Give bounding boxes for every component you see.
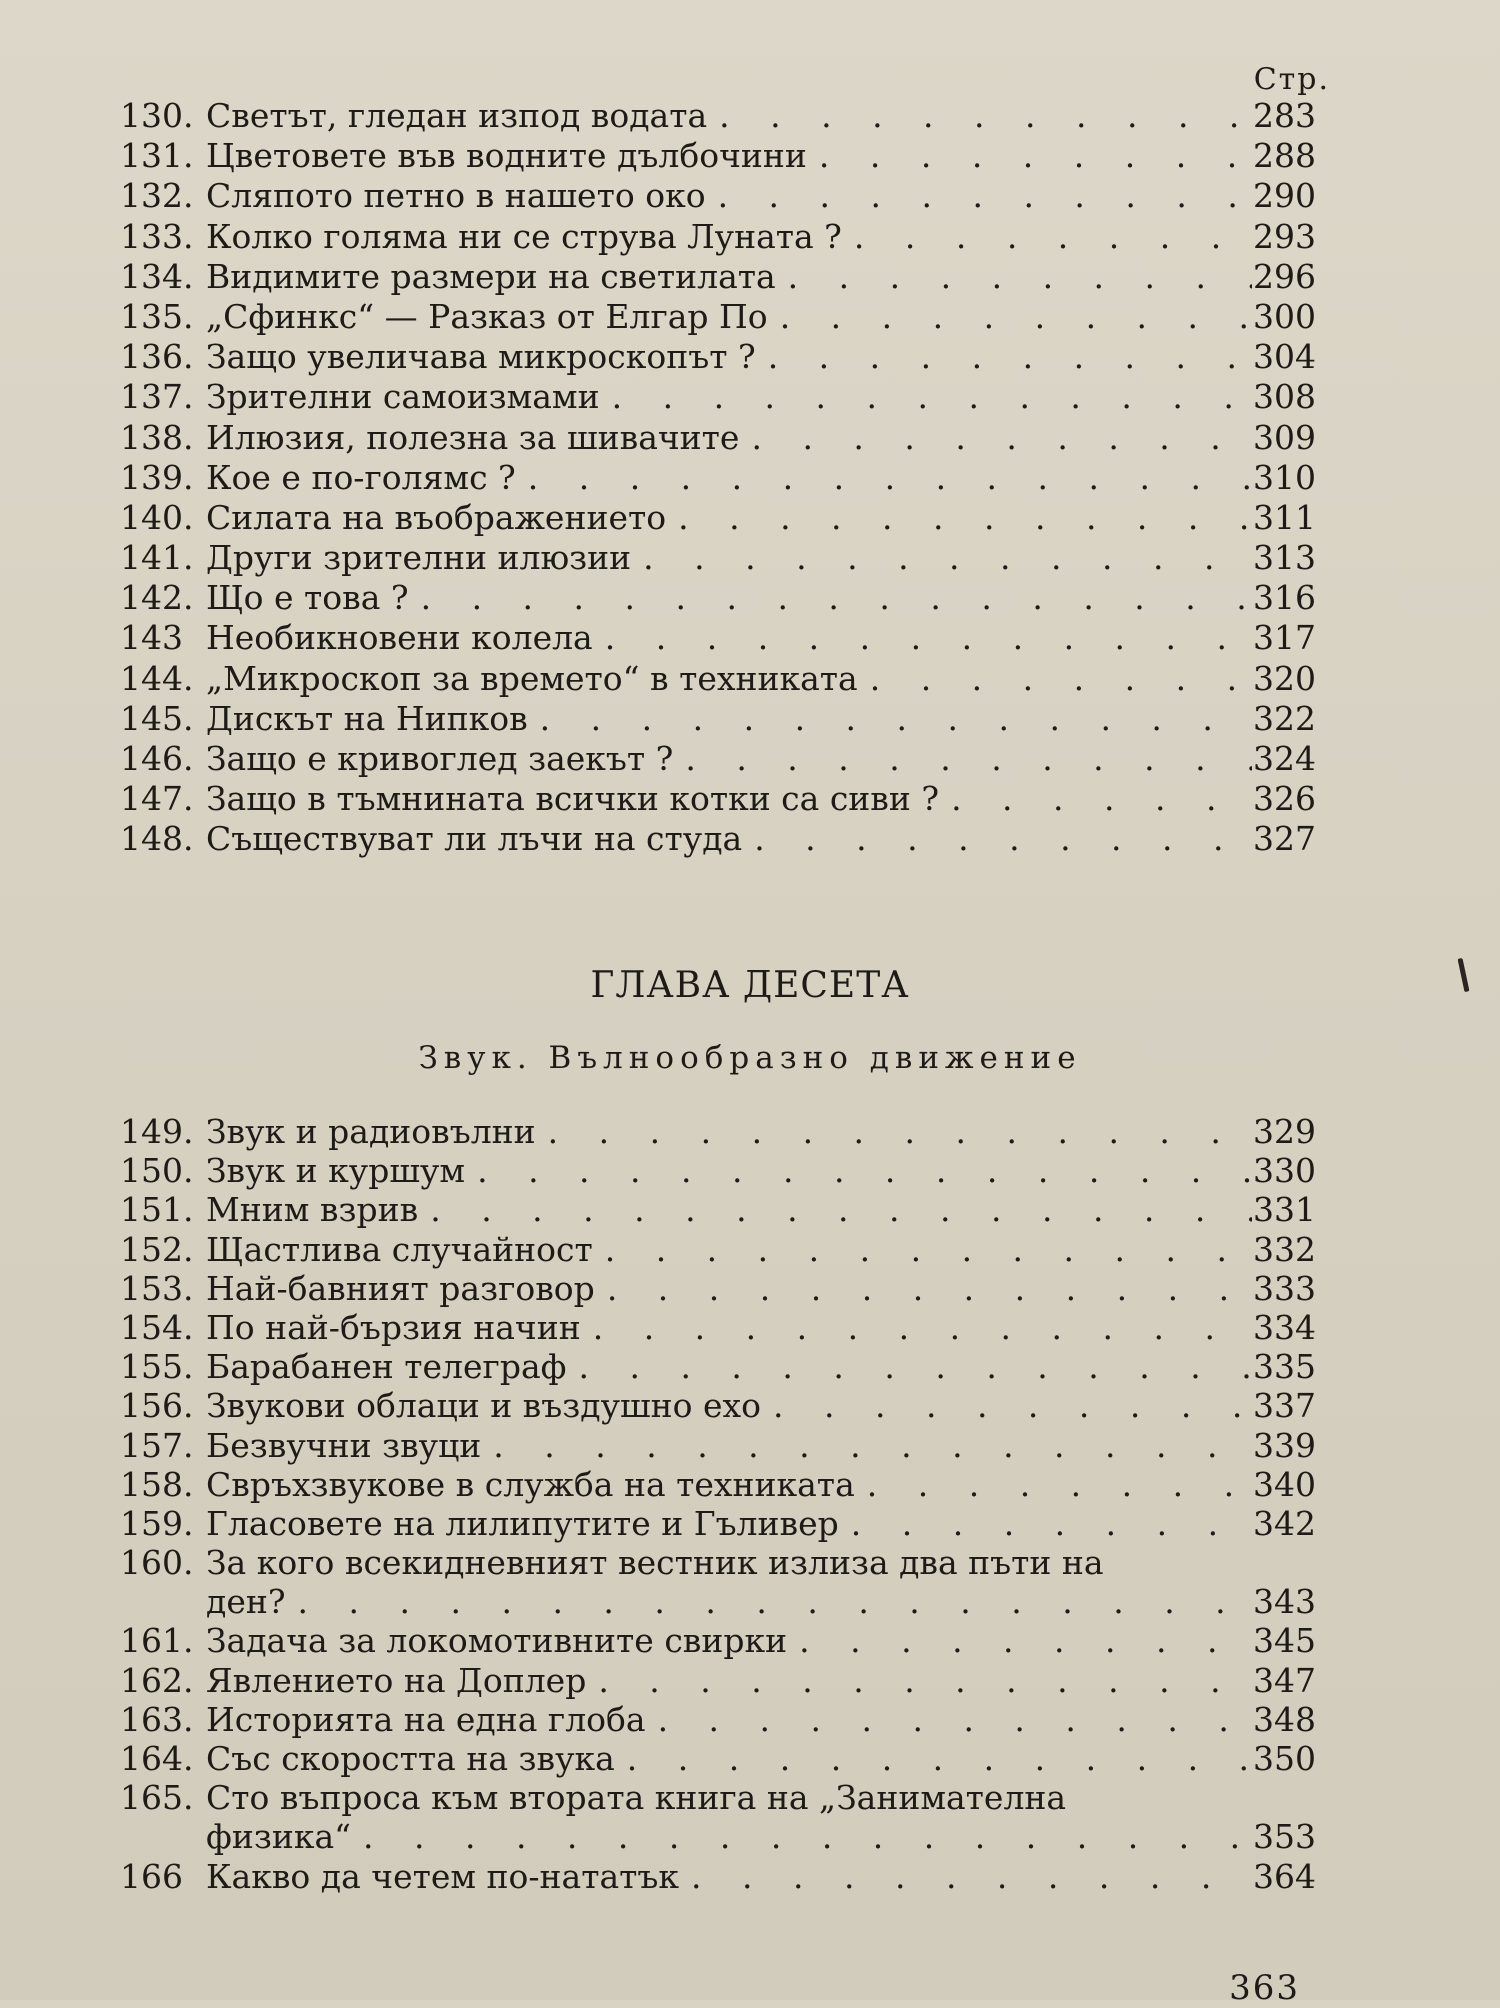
toc-entry [120,699,1316,739]
entry-page: 320 [1253,658,1316,698]
entry-number: 157. [120,1425,194,1465]
leader-dots [784,257,1252,297]
chapter-heading: ГЛАВА ДЕСЕТА [590,965,910,1006]
toc-entry [120,458,1316,498]
entry-number: 165. [120,1778,194,1818]
entry-page: 300 [1253,296,1316,336]
toc-entry [120,578,1316,618]
entry-title: Що е това ? [206,578,409,618]
toc-entry [120,819,1316,859]
leader-dots [524,458,1252,498]
entry-page: 334 [1253,1307,1316,1347]
leader-dots [947,779,1252,819]
leader-dots [639,538,1252,578]
entry-page: 296 [1253,256,1316,296]
entry-page: 283 [1253,96,1316,135]
leader-dots [603,1269,1252,1308]
entry-title: Зрителни самоизмами [206,377,600,417]
entry-page: 288 [1253,136,1316,176]
entry-number: 132. [120,176,194,216]
leader-dots [654,1700,1252,1739]
leader-dots [747,418,1252,458]
entry-number: 145. [120,698,194,738]
entry-title: Защо е кривоглед заекът ? [206,739,674,778]
entry-page: 329 [1253,1112,1316,1151]
entry-page: 309 [1253,417,1316,457]
toc-entry [120,1857,1316,1896]
entry-number: 162. [120,1660,194,1700]
toc-entry [120,618,1316,658]
leader-dots [417,578,1252,618]
entry-number: 134. [120,256,194,296]
entry-number: 136. [120,337,194,377]
toc-entry-two-line [120,1543,1316,1621]
toc-entry-two-line [120,1778,1316,1856]
entry-title: Дискът на Нипков [206,698,528,738]
entry-page: 340 [1253,1464,1316,1504]
toc-entry [120,739,1316,779]
toc-entry [120,1151,1316,1190]
toc-entry [120,1112,1316,1151]
entry-title: Защо увеличава микроскопът ? [206,337,756,377]
entry-title: Видимите размери на светилата [206,256,776,296]
leader-dots [715,96,1252,136]
toc-entry [120,1347,1316,1386]
toc-entry [120,297,1316,337]
toc-entry [120,418,1316,458]
leader-dots [815,136,1252,176]
entry-page: 316 [1253,578,1316,618]
entry-page: 308 [1253,377,1316,417]
entry-page: 345 [1253,1621,1316,1661]
entry-page: 327 [1253,819,1316,859]
toc-entry [120,1504,1316,1543]
leader-dots [608,377,1252,417]
entry-number: 137. [120,377,194,417]
entry-page: 330 [1253,1151,1316,1191]
leader-dots [574,1347,1252,1386]
entry-title: По най-бързия начин [206,1307,581,1347]
leader-dots [589,1308,1252,1347]
leader-dots [473,1151,1252,1190]
chapter-subtitle: Звук. Вълнообразно движение [418,1040,1082,1076]
entry-number: 154. [120,1307,194,1347]
toc-entry [120,136,1316,176]
entry-title-line2: ден? [206,1582,286,1622]
entry-title-line1: Сто въпроса към втората книга на „Занимателна [206,1778,1067,1818]
entry-number: 160. [120,1543,194,1583]
toc-entry [120,659,1316,699]
entry-page: 348 [1253,1699,1316,1739]
toc-entry [120,1426,1316,1465]
leader-dots [623,1739,1252,1778]
entry-title: Свръхзвукове в служба на техниката [206,1464,855,1504]
toc-entry [120,1386,1316,1425]
entry-number: 143 [120,618,183,658]
leader-dots [426,1190,1252,1229]
entry-title: Колко голяма ни се струва Луната ? [206,216,842,256]
entry-number: 138. [120,417,194,457]
entry-page: 311 [1253,497,1316,537]
toc-entry [120,1739,1316,1778]
entry-number: 131. [120,136,194,176]
entry-number: 158. [120,1464,194,1504]
entry-page: 317 [1253,618,1316,658]
toc-entry [120,1700,1316,1739]
entry-number: 133. [120,216,194,256]
entry-title: Задача за локомотивните свирки [206,1621,788,1661]
entry-number: 155. [120,1347,194,1387]
entry-title: Илюзия, полезна за шивачите [206,417,740,457]
toc-entry [120,176,1316,216]
entry-page: 331 [1253,1190,1316,1230]
toc-entry [120,257,1316,297]
toc-section-optics [120,96,1316,860]
entry-page: 332 [1253,1229,1316,1269]
entry-number: 156. [120,1386,194,1426]
leader-dots [294,1582,1252,1621]
entry-title: Цветовете във водните дълбочини [206,136,807,176]
entry-number: 141. [120,538,194,578]
entry-title-line2: физика“ [206,1817,351,1857]
entry-page: 326 [1253,779,1316,819]
entry-number: 152. [120,1229,194,1269]
entry-number: 164. [120,1739,194,1778]
toc-entry [120,337,1316,377]
entry-title: Явлението на Доплер [206,1660,587,1700]
entry-title: Светът, гледан изпод водата [206,96,708,135]
entry-number: 135. [120,296,194,336]
entry-number: 148. [120,819,194,859]
toc-entry [120,1230,1316,1269]
leader-dots [674,498,1252,538]
entry-title: Гласовете на лилипутите и Гъливер [206,1503,839,1543]
entry-title: Защо в тъмнината всички котки са сиви ? [206,779,940,819]
leader-dots [489,1426,1252,1465]
entry-title: Звукови облаци и въздушно ехо [206,1386,762,1426]
entry-number: 130. [120,96,194,135]
leader-dots [687,1857,1252,1896]
entry-number: 151. [120,1190,194,1230]
entry-title: „Микроскоп за времето“ в техниката [206,658,858,698]
entry-page: 350 [1253,1739,1316,1778]
entry-number: 144. [120,658,194,698]
toc-entry [120,1621,1316,1660]
toc-entry [120,377,1316,417]
entry-title: Мним взрив [206,1190,419,1230]
leader-dots [863,1465,1252,1504]
entry-title: Историята на една глоба [206,1699,646,1739]
toc-entry [120,1465,1316,1504]
entry-number: 139. [120,457,194,497]
entry-title: Безвучни звуци [206,1425,482,1465]
entry-page: 337 [1253,1386,1316,1426]
entry-title: Щастлива случайност [206,1229,593,1269]
toc-entry [120,498,1316,538]
leader-dots [544,1112,1252,1151]
leader-dots [795,1621,1252,1660]
entry-title: Барабанен телеграф [206,1347,567,1387]
leader-dots [594,1661,1252,1700]
entry-number: 140. [120,497,194,537]
entry-page: 335 [1253,1347,1316,1387]
entry-number: 159. [120,1503,194,1543]
entry-page: 342 [1253,1503,1316,1543]
entry-number: 146. [120,739,194,778]
leader-dots [866,659,1252,699]
leader-dots [601,1230,1252,1269]
toc-entry [120,217,1316,257]
entry-title: „Сфинкс“ — Разказ от Елгар По [206,296,768,336]
entry-page: 310 [1253,457,1316,497]
entry-title: Сляпото петно в нашето око [206,176,706,216]
toc-entry [120,538,1316,578]
leader-dots [764,337,1252,377]
leader-dots [776,297,1252,337]
leader-dots [681,739,1252,779]
toc-entry [120,1269,1316,1308]
entry-number: 166 [120,1856,183,1896]
entry-title-line1: За кого всекидневният вестник излиза два пъти на [206,1543,1104,1583]
entry-title: Други зрителни илюзии [206,538,632,578]
entry-page: 347 [1253,1660,1316,1700]
entry-title: Кое е по-голямс ? [206,457,516,497]
entry-number: 150. [120,1151,194,1191]
leader-dots [850,217,1252,257]
leader-dots [714,176,1252,216]
leader-dots [769,1386,1252,1425]
entry-title: Със скоростта на звука [206,1739,615,1778]
entry-title: Звук и куршум [206,1151,466,1191]
entry-number: 161. [120,1621,194,1661]
leader-dots [847,1504,1252,1543]
entry-page: 353 [1253,1817,1316,1857]
entry-page: 293 [1253,216,1316,256]
entry-page: 333 [1253,1268,1316,1308]
entry-title: Съществуват ли лъчи на студа [206,819,743,859]
entry-title: Звук и радиовълни [206,1112,536,1151]
entry-page: 364 [1253,1856,1316,1896]
entry-title: Необикновени колела [206,618,593,658]
entry-number: 153. [120,1268,194,1308]
leader-dots [601,618,1252,658]
entry-title: Силата на въображението [206,497,667,537]
entry-number: 147. [120,779,194,819]
toc-entry [120,96,1316,136]
entry-page: 290 [1253,176,1316,216]
entry-page: 304 [1253,337,1316,377]
toc-entry [120,1308,1316,1347]
entry-page: 322 [1253,698,1316,738]
toc-section-sound [120,1112,1316,1896]
page-number: 363 [1229,1968,1300,2008]
entry-number: 163. [120,1699,194,1739]
entry-number: 142. [120,578,194,618]
leader-dots [359,1817,1252,1856]
entry-number: 149. [120,1112,194,1151]
entry-title: Какво да четем по-нататък [206,1856,680,1896]
toc-entry [120,779,1316,819]
leader-dots [536,699,1252,739]
page-column-label: Стр. [1253,62,1330,97]
leader-dots [750,819,1252,859]
toc-entry [120,1661,1316,1700]
entry-page: 324 [1253,739,1316,778]
entry-title: Най-бавният разговор [206,1268,595,1308]
entry-page: 339 [1253,1425,1316,1465]
entry-page: 313 [1253,538,1316,578]
entry-page: 343 [1253,1582,1316,1622]
toc-entry [120,1190,1316,1229]
